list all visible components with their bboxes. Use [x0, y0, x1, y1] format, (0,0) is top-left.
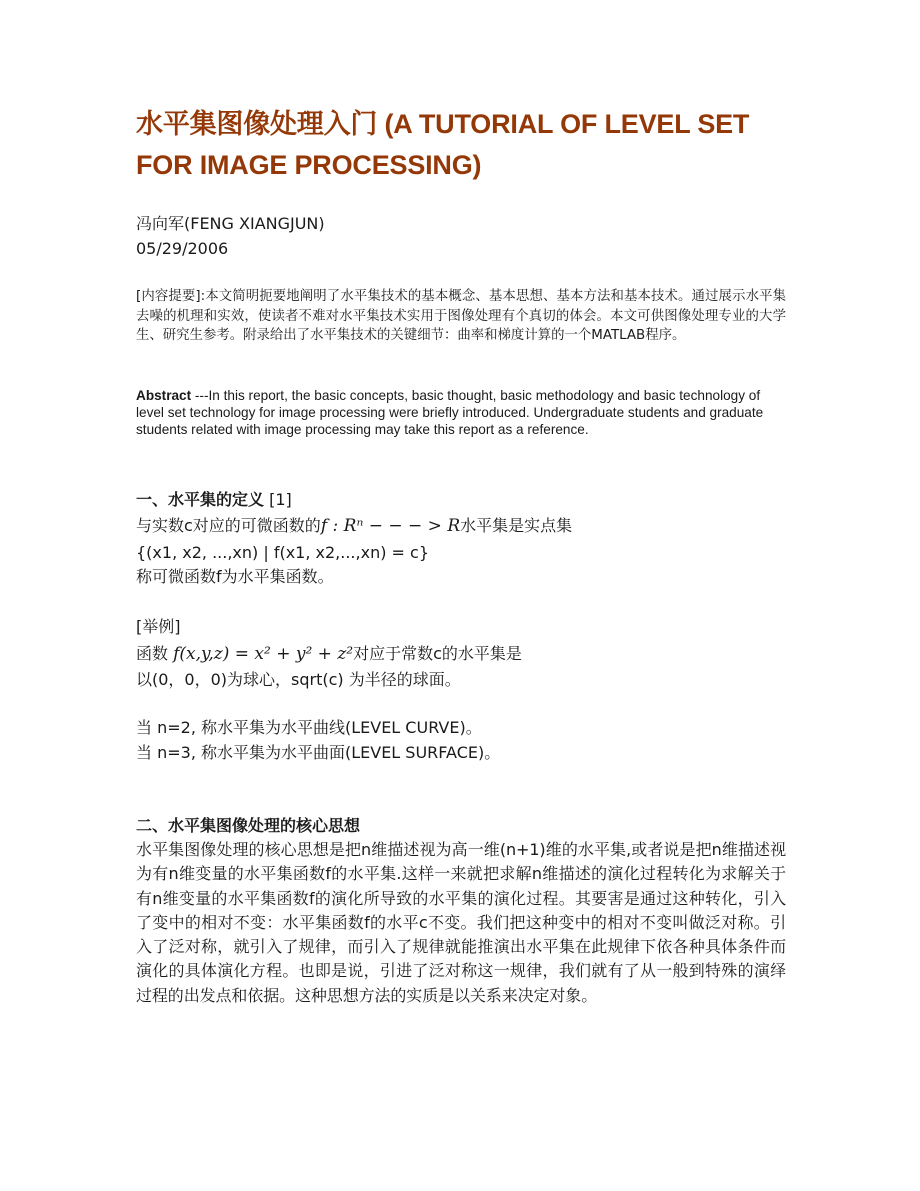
level-curve-line: 当 n=2, 称水平集为水平曲线(LEVEL CURVE)。	[136, 718, 482, 737]
level-set-expression: {(x1, x2, ...,xn) | f(x1, x2,...,xn) = c}	[136, 543, 429, 562]
abstract-text: ---In this report, the basic concepts, basic thought, basic methodology and basic technology of level set technology for image processing were briefly introduced. Undergraduate students and graduate students related with image processing may take this report as a reference.	[136, 388, 764, 437]
section1-heading: 一、水平集的定义	[136, 490, 265, 509]
abstract-label: Abstract	[136, 388, 192, 403]
level-surface-line: 当 n=3, 称水平集为水平曲面(LEVEL SURFACE)。	[136, 743, 501, 762]
example-line	[136, 643, 522, 665]
section2-paragraph: 水平集图像处理的核心思想是把n维描述视为高一维(n+1)维的水平集,或者说是把n维描述视为有n维变量的水平集函数f的水平集.这样一来就把求解n维描述的演化过程转化为求解关于有n维变量的水平集函数f的演化所导致的水平集的演化过程。其要害是通过这种转化，引入了变中的相对不变：水平集函数f的水平c不变。我们把这种变中的相对不变叫做泛对称。引入了泛对称，就引入了规律，而引入了规律就能推演出水平集在此规律下依各种具体条件而演化的具体演化方程。也即是说，引进了泛对称这一规律，我们就有了从一般到特殊的演绎过程的出发点和依据。这种思想方法的实质是以关系来决定对象。	[136, 840, 786, 1005]
chinese-summary: [内容提要]:本文简明扼要地阐明了水平集技术的基本概念、基本思想、基本方法和基本技术。通过展示水平集去噪的机理和实效，使读者不难对水平集技术实用于图像处理有个真切的体会。本文可供图像处理专业的大学生、研究生参考。附录给出了水平集技术的关键细节：曲率和梯度计算的一个MATLAB程序。	[136, 289, 786, 343]
definition-suffix: 水平集是实点集	[460, 516, 573, 535]
example-formula: f(x,y,z) = x² + y² + z²	[173, 644, 354, 664]
section1-heading-line	[136, 489, 292, 511]
definition-prefix: 与实数c对应的可微函数的	[136, 516, 321, 535]
sphere-line: 以(0，0，0)为球心，sqrt(c) 为半径的球面。	[136, 670, 461, 689]
date: 05/29/2006	[136, 239, 229, 258]
author: 冯向军(FENG XIANGJUN)	[136, 214, 325, 233]
definition-line	[136, 515, 572, 537]
example-prefix: 函数	[136, 644, 174, 663]
level-set-function-line: 称可微函数f为水平集函数。	[136, 567, 334, 586]
example-label: [举例]	[136, 617, 181, 636]
section2-heading: 二、水平集图像处理的核心思想	[136, 816, 361, 835]
document-title: 水平集图像处理入门 (A TUTORIAL OF LEVEL SET FOR IMAGE PROCESSING)	[136, 109, 750, 180]
section1-reference: [1]	[264, 490, 292, 509]
example-suffix: 对应于常数c的水平集是	[353, 644, 522, 663]
definition-formula: f : Rⁿ − − − > R	[320, 516, 461, 536]
english-abstract	[136, 387, 786, 438]
